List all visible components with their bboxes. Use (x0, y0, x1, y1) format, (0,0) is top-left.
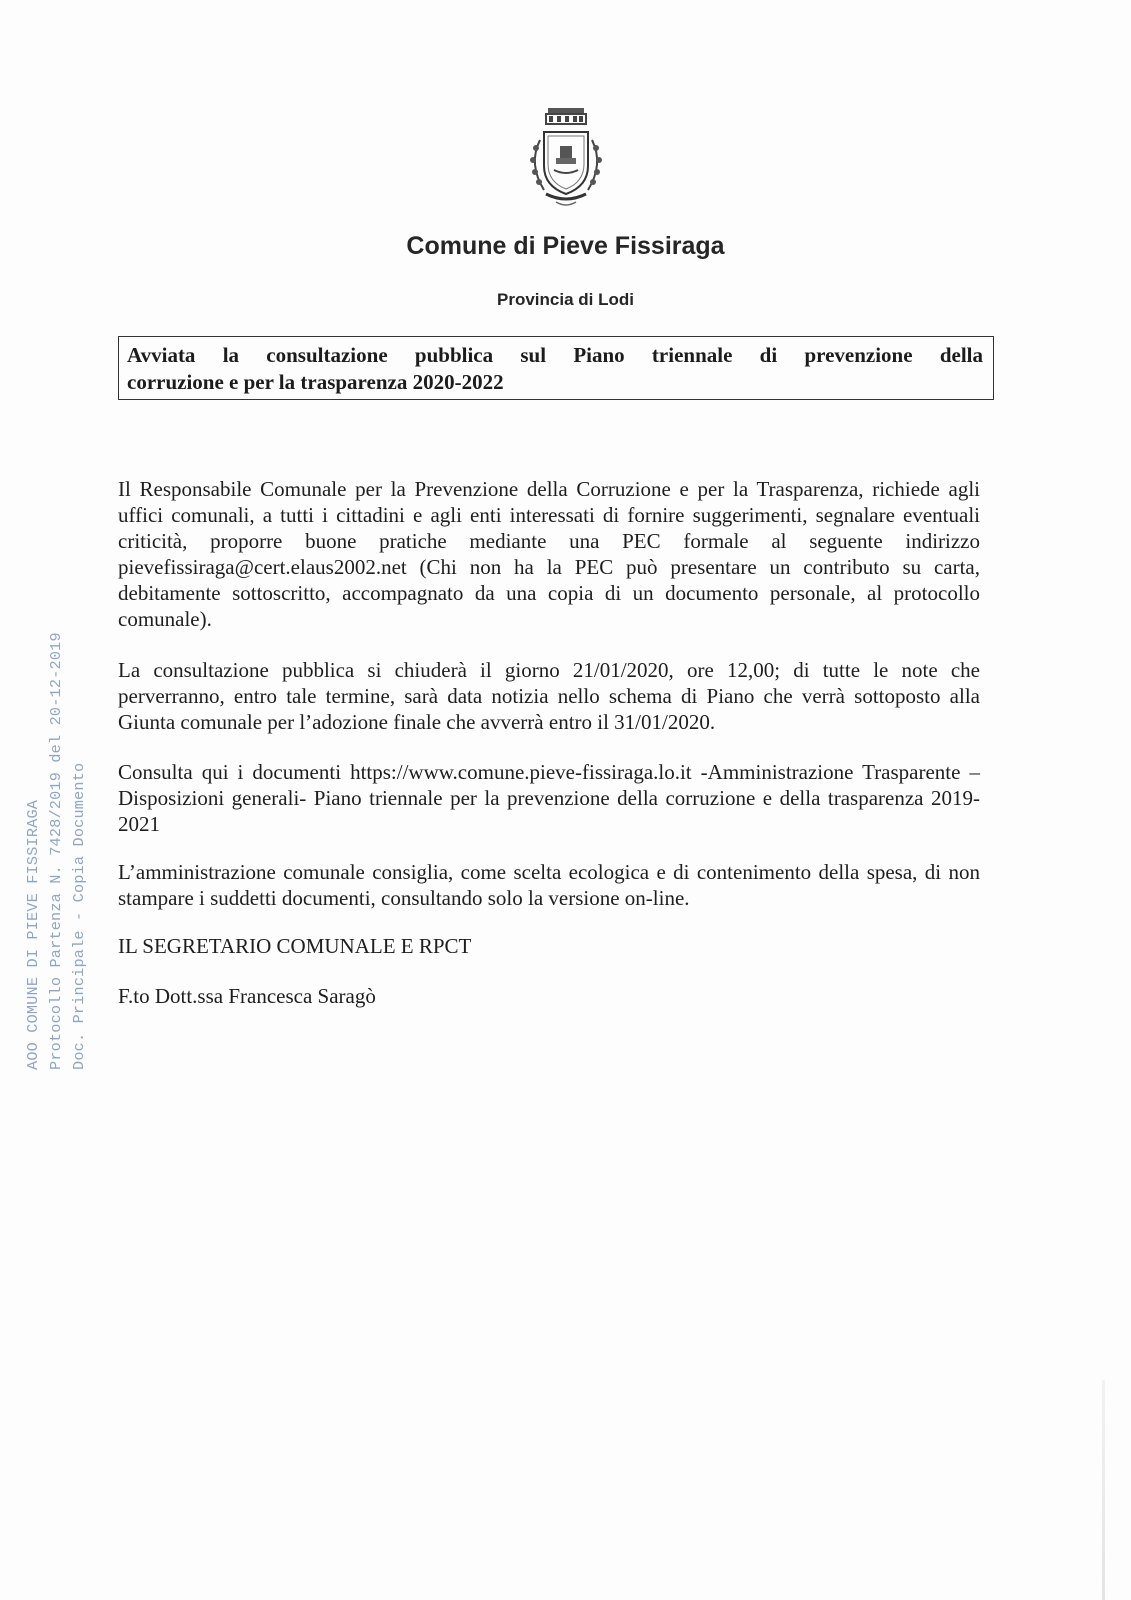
municipality-title: Comune di Pieve Fissiraga (406, 232, 725, 260)
notice-heading-line-1: Avviata la consultazione pubblica sul Piano triennale di prevenzione della (127, 343, 983, 367)
notice-heading-box (118, 336, 994, 400)
signatory-title: IL SEGRETARIO COMUNALE E RPCT (118, 934, 472, 958)
stamp-line-document: Doc. Principale - Copia Documento (70, 762, 88, 1070)
body-paragraph: La consultazione pubblica si chiuderà il giorno 21/01/2020, ore 12,00; di tutte le note che perverranno, entro tale termine, sarà data notizia nello schema di Piano che verrà sottoposto alla Giunta comunale per l’adozione finale che avverrà entro il 31/01/2020. (118, 658, 980, 734)
notice-heading-line-2: corruzione e per la trasparenza 2020-2022 (127, 370, 504, 394)
stamp-line-protocol: Protocollo Partenza N. 7428/2019 del 20-12-2019 (47, 632, 65, 1070)
body-paragraph: Consulta qui i documenti https://www.comune.pieve-fissiraga.lo.it -Amministrazione Trasparente – Disposizioni generali- Piano triennale per la prevenzione della corruzione e della trasparenza 2019-2021 (118, 760, 980, 836)
coat-of-arms-icon (516, 104, 616, 214)
province-subtitle: Provincia di Lodi (497, 290, 634, 309)
body-paragraph: L’amministrazione comunale consiglia, come scelta ecologica e di contenimento della spesa, di non stampare i suddetti documenti, consultando solo la versione on-line. (118, 860, 980, 910)
body-paragraph: Il Responsabile Comunale per la Prevenzione della Corruzione e per la Trasparenza, richiede agli uffici comunali, a tutti i cittadini e agli enti interessati di fornire suggerimenti, segnalare eventuali criticità, proporre buone pratiche mediante una PEC formale al seguente indirizzo pievefissiraga@cert.elaus2002.net (Chi non ha la PEC può presentare un contributo su carta, debitamente sottoscritto, accompagnato da una copia di un documento personale, al protocollo comunale). (118, 477, 980, 631)
protocol-stamp (22, 632, 91, 1070)
stamp-line-office: AOO COMUNE DI PIEVE FISSIRAGA (24, 799, 42, 1070)
scan-edge-shadow (1102, 1380, 1105, 1600)
notice-heading (127, 342, 983, 396)
signatory-name: F.to Dott.ssa Francesca Saragò (118, 984, 376, 1008)
notice-body (118, 476, 980, 1009)
